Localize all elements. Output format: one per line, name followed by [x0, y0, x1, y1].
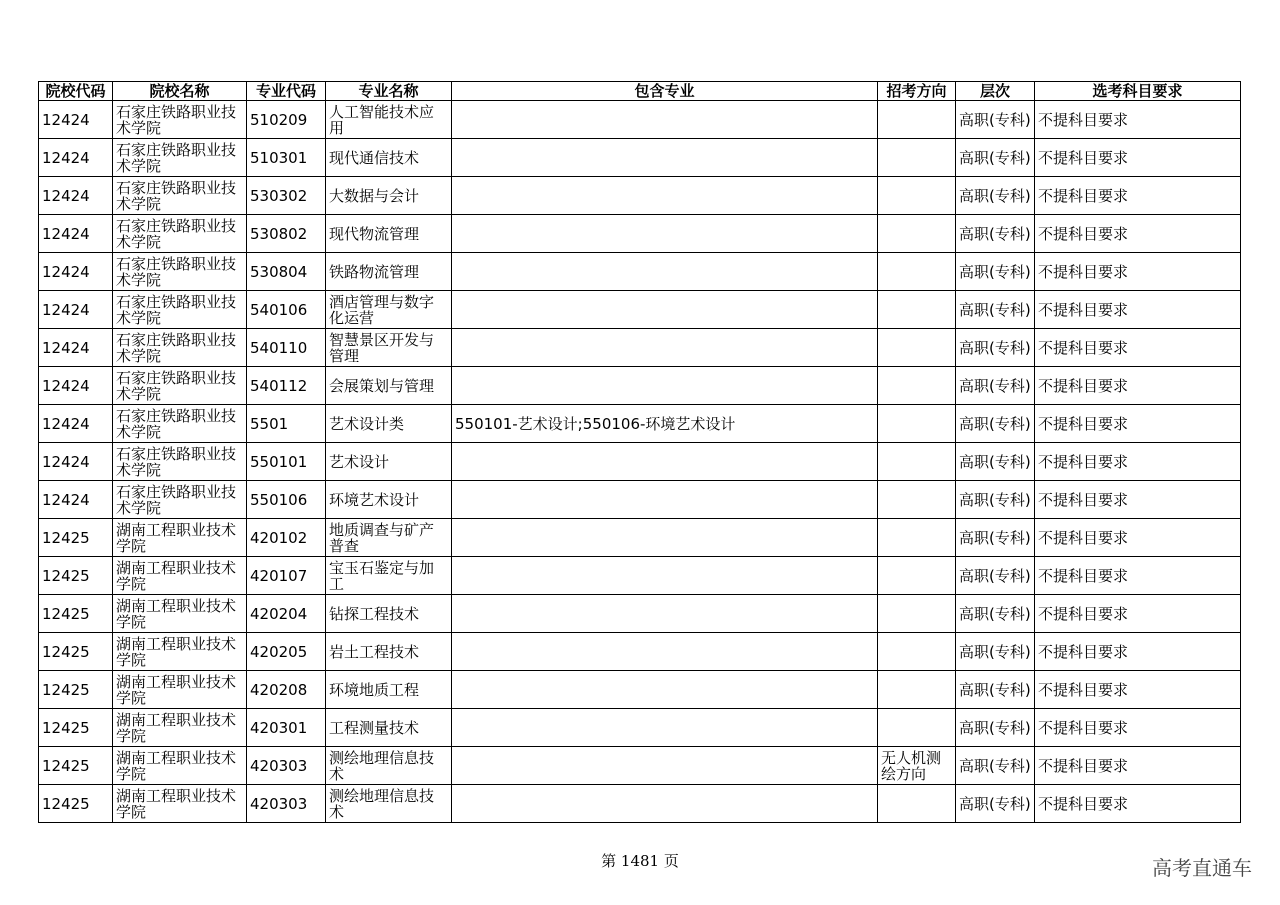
cell-major-name: 宝玉石鉴定与加工: [326, 557, 452, 595]
cell-subject-requirement: 不提科目要求: [1035, 215, 1241, 253]
cell-included-majors: [452, 291, 878, 329]
table-row: [39, 101, 1241, 139]
cell-subject-requirement: 不提科目要求: [1035, 785, 1241, 823]
cell-direction: [878, 253, 956, 291]
cell-school-code: 12425: [39, 671, 113, 709]
cell-school-code: 12424: [39, 291, 113, 329]
cell-major-name: 艺术设计: [326, 443, 452, 481]
cell-major-name: 岩土工程技术: [326, 633, 452, 671]
cell-school-name: 石家庄铁路职业技术学院: [113, 291, 247, 329]
cell-subject-requirement: 不提科目要求: [1035, 101, 1241, 139]
cell-direction: [878, 329, 956, 367]
cell-level: 高职(专科): [956, 443, 1035, 481]
cell-major-name: 酒店管理与数字化运营: [326, 291, 452, 329]
cell-major-name: 现代物流管理: [326, 215, 452, 253]
cell-major-code: 420102: [247, 519, 326, 557]
watermark-text: 高考直通车: [1152, 856, 1252, 880]
cell-school-code: 12425: [39, 747, 113, 785]
table-row: [39, 481, 1241, 519]
cell-school-code: 12425: [39, 557, 113, 595]
table-row: [39, 177, 1241, 215]
cell-major-code: 540106: [247, 291, 326, 329]
cell-direction: [878, 405, 956, 443]
cell-level: 高职(专科): [956, 519, 1035, 557]
cell-included-majors: [452, 177, 878, 215]
cell-direction: [878, 557, 956, 595]
cell-major-code: 5501: [247, 405, 326, 443]
cell-direction: [878, 481, 956, 519]
cell-major-name: 测绘地理信息技术: [326, 785, 452, 823]
cell-included-majors: [452, 215, 878, 253]
header-included-majors: 包含专业: [452, 82, 878, 101]
admissions-table: [38, 81, 1241, 823]
cell-school-code: 12424: [39, 367, 113, 405]
table-row: [39, 139, 1241, 177]
cell-direction: [878, 785, 956, 823]
cell-school-code: 12424: [39, 253, 113, 291]
cell-major-code: 420303: [247, 785, 326, 823]
cell-major-name: 环境地质工程: [326, 671, 452, 709]
cell-included-majors: [452, 671, 878, 709]
cell-included-majors: [452, 747, 878, 785]
table-row: [39, 785, 1241, 823]
cell-school-code: 12424: [39, 177, 113, 215]
cell-major-code: 550101: [247, 443, 326, 481]
cell-subject-requirement: 不提科目要求: [1035, 177, 1241, 215]
cell-subject-requirement: 不提科目要求: [1035, 709, 1241, 747]
cell-school-name: 湖南工程职业技术学院: [113, 557, 247, 595]
table-row: [39, 215, 1241, 253]
cell-direction: [878, 709, 956, 747]
cell-subject-requirement: 不提科目要求: [1035, 329, 1241, 367]
cell-included-majors: [452, 481, 878, 519]
cell-school-name: 石家庄铁路职业技术学院: [113, 367, 247, 405]
cell-subject-requirement: 不提科目要求: [1035, 253, 1241, 291]
header-subject-requirement: 选考科目要求: [1035, 82, 1241, 101]
cell-direction: [878, 139, 956, 177]
header-direction: 招考方向: [878, 82, 956, 101]
cell-level: 高职(专科): [956, 481, 1035, 519]
cell-level: 高职(专科): [956, 747, 1035, 785]
cell-subject-requirement: 不提科目要求: [1035, 367, 1241, 405]
table-row: [39, 671, 1241, 709]
cell-included-majors: 550101-艺术设计;550106-环境艺术设计: [452, 405, 878, 443]
table-row: [39, 367, 1241, 405]
cell-level: 高职(专科): [956, 253, 1035, 291]
cell-school-name: 石家庄铁路职业技术学院: [113, 101, 247, 139]
cell-level: 高职(专科): [956, 633, 1035, 671]
cell-subject-requirement: 不提科目要求: [1035, 481, 1241, 519]
cell-major-name: 地质调查与矿产普查: [326, 519, 452, 557]
cell-major-code: 540112: [247, 367, 326, 405]
cell-included-majors: [452, 709, 878, 747]
cell-school-name: 湖南工程职业技术学院: [113, 709, 247, 747]
cell-major-code: 420107: [247, 557, 326, 595]
cell-direction: [878, 215, 956, 253]
table-row: [39, 253, 1241, 291]
cell-major-code: 530802: [247, 215, 326, 253]
cell-level: 高职(专科): [956, 595, 1035, 633]
cell-direction: 无人机测绘方向: [878, 747, 956, 785]
header-level: 层次: [956, 82, 1035, 101]
header-major-name: 专业名称: [326, 82, 452, 101]
cell-school-name: 湖南工程职业技术学院: [113, 519, 247, 557]
cell-school-name: 石家庄铁路职业技术学院: [113, 405, 247, 443]
cell-direction: [878, 101, 956, 139]
cell-included-majors: [452, 139, 878, 177]
cell-level: 高职(专科): [956, 329, 1035, 367]
header-major-code: 专业代码: [247, 82, 326, 101]
cell-school-name: 石家庄铁路职业技术学院: [113, 139, 247, 177]
cell-school-code: 12424: [39, 139, 113, 177]
cell-subject-requirement: 不提科目要求: [1035, 557, 1241, 595]
header-row: [39, 82, 1241, 101]
cell-included-majors: [452, 367, 878, 405]
cell-school-name: 石家庄铁路职业技术学院: [113, 177, 247, 215]
cell-subject-requirement: 不提科目要求: [1035, 139, 1241, 177]
cell-direction: [878, 443, 956, 481]
cell-included-majors: [452, 595, 878, 633]
cell-school-name: 湖南工程职业技术学院: [113, 785, 247, 823]
table-row: [39, 747, 1241, 785]
cell-school-code: 12424: [39, 443, 113, 481]
cell-major-code: 420303: [247, 747, 326, 785]
cell-major-code: 530804: [247, 253, 326, 291]
cell-subject-requirement: 不提科目要求: [1035, 405, 1241, 443]
cell-level: 高职(专科): [956, 557, 1035, 595]
table-row: [39, 595, 1241, 633]
cell-direction: [878, 519, 956, 557]
cell-school-name: 湖南工程职业技术学院: [113, 747, 247, 785]
cell-major-name: 大数据与会计: [326, 177, 452, 215]
cell-direction: [878, 367, 956, 405]
cell-level: 高职(专科): [956, 291, 1035, 329]
cell-major-name: 现代通信技术: [326, 139, 452, 177]
cell-major-name: 工程测量技术: [326, 709, 452, 747]
cell-major-name: 铁路物流管理: [326, 253, 452, 291]
cell-included-majors: [452, 785, 878, 823]
cell-direction: [878, 671, 956, 709]
cell-included-majors: [452, 101, 878, 139]
cell-subject-requirement: 不提科目要求: [1035, 443, 1241, 481]
table-row: [39, 329, 1241, 367]
cell-school-code: 12425: [39, 519, 113, 557]
cell-major-code: 420205: [247, 633, 326, 671]
cell-major-name: 艺术设计类: [326, 405, 452, 443]
cell-school-code: 12424: [39, 215, 113, 253]
cell-school-code: 12424: [39, 481, 113, 519]
cell-school-name: 湖南工程职业技术学院: [113, 595, 247, 633]
cell-school-name: 石家庄铁路职业技术学院: [113, 215, 247, 253]
cell-school-name: 石家庄铁路职业技术学院: [113, 481, 247, 519]
cell-major-name: 钻探工程技术: [326, 595, 452, 633]
table-body: [39, 101, 1241, 823]
cell-school-name: 湖南工程职业技术学院: [113, 633, 247, 671]
cell-included-majors: [452, 253, 878, 291]
cell-school-code: 12424: [39, 329, 113, 367]
cell-major-name: 人工智能技术应用: [326, 101, 452, 139]
cell-school-code: 12424: [39, 405, 113, 443]
cell-included-majors: [452, 633, 878, 671]
cell-included-majors: [452, 443, 878, 481]
cell-level: 高职(专科): [956, 785, 1035, 823]
cell-major-name: 会展策划与管理: [326, 367, 452, 405]
table-row: [39, 709, 1241, 747]
cell-level: 高职(专科): [956, 177, 1035, 215]
cell-school-code: 12425: [39, 633, 113, 671]
cell-subject-requirement: 不提科目要求: [1035, 595, 1241, 633]
page-number: 第 1481 页: [601, 852, 679, 870]
cell-major-code: 420208: [247, 671, 326, 709]
cell-major-code: 530302: [247, 177, 326, 215]
cell-major-code: 420204: [247, 595, 326, 633]
cell-subject-requirement: 不提科目要求: [1035, 633, 1241, 671]
cell-level: 高职(专科): [956, 709, 1035, 747]
cell-subject-requirement: 不提科目要求: [1035, 291, 1241, 329]
cell-included-majors: [452, 557, 878, 595]
cell-direction: [878, 633, 956, 671]
cell-major-code: 550106: [247, 481, 326, 519]
cell-level: 高职(专科): [956, 367, 1035, 405]
cell-direction: [878, 291, 956, 329]
cell-level: 高职(专科): [956, 101, 1035, 139]
cell-included-majors: [452, 329, 878, 367]
cell-direction: [878, 595, 956, 633]
cell-level: 高职(专科): [956, 671, 1035, 709]
cell-included-majors: [452, 519, 878, 557]
cell-major-name: 智慧景区开发与管理: [326, 329, 452, 367]
cell-major-code: 510209: [247, 101, 326, 139]
table-row: [39, 557, 1241, 595]
table-row: [39, 443, 1241, 481]
cell-level: 高职(专科): [956, 139, 1035, 177]
cell-school-code: 12425: [39, 595, 113, 633]
cell-school-name: 湖南工程职业技术学院: [113, 671, 247, 709]
cell-major-code: 420301: [247, 709, 326, 747]
cell-school-name: 石家庄铁路职业技术学院: [113, 253, 247, 291]
cell-school-code: 12424: [39, 101, 113, 139]
cell-school-name: 石家庄铁路职业技术学院: [113, 443, 247, 481]
cell-major-code: 510301: [247, 139, 326, 177]
cell-major-code: 540110: [247, 329, 326, 367]
cell-subject-requirement: 不提科目要求: [1035, 747, 1241, 785]
cell-direction: [878, 177, 956, 215]
header-school-code: 院校代码: [39, 82, 113, 101]
cell-school-code: 12425: [39, 709, 113, 747]
cell-school-name: 石家庄铁路职业技术学院: [113, 329, 247, 367]
table-row: [39, 519, 1241, 557]
cell-major-name: 测绘地理信息技术: [326, 747, 452, 785]
table-row: [39, 633, 1241, 671]
cell-level: 高职(专科): [956, 215, 1035, 253]
table-row: [39, 405, 1241, 443]
cell-subject-requirement: 不提科目要求: [1035, 519, 1241, 557]
cell-level: 高职(专科): [956, 405, 1035, 443]
cell-school-code: 12425: [39, 785, 113, 823]
cell-major-name: 环境艺术设计: [326, 481, 452, 519]
table-row: [39, 291, 1241, 329]
cell-subject-requirement: 不提科目要求: [1035, 671, 1241, 709]
header-school-name: 院校名称: [113, 82, 247, 101]
